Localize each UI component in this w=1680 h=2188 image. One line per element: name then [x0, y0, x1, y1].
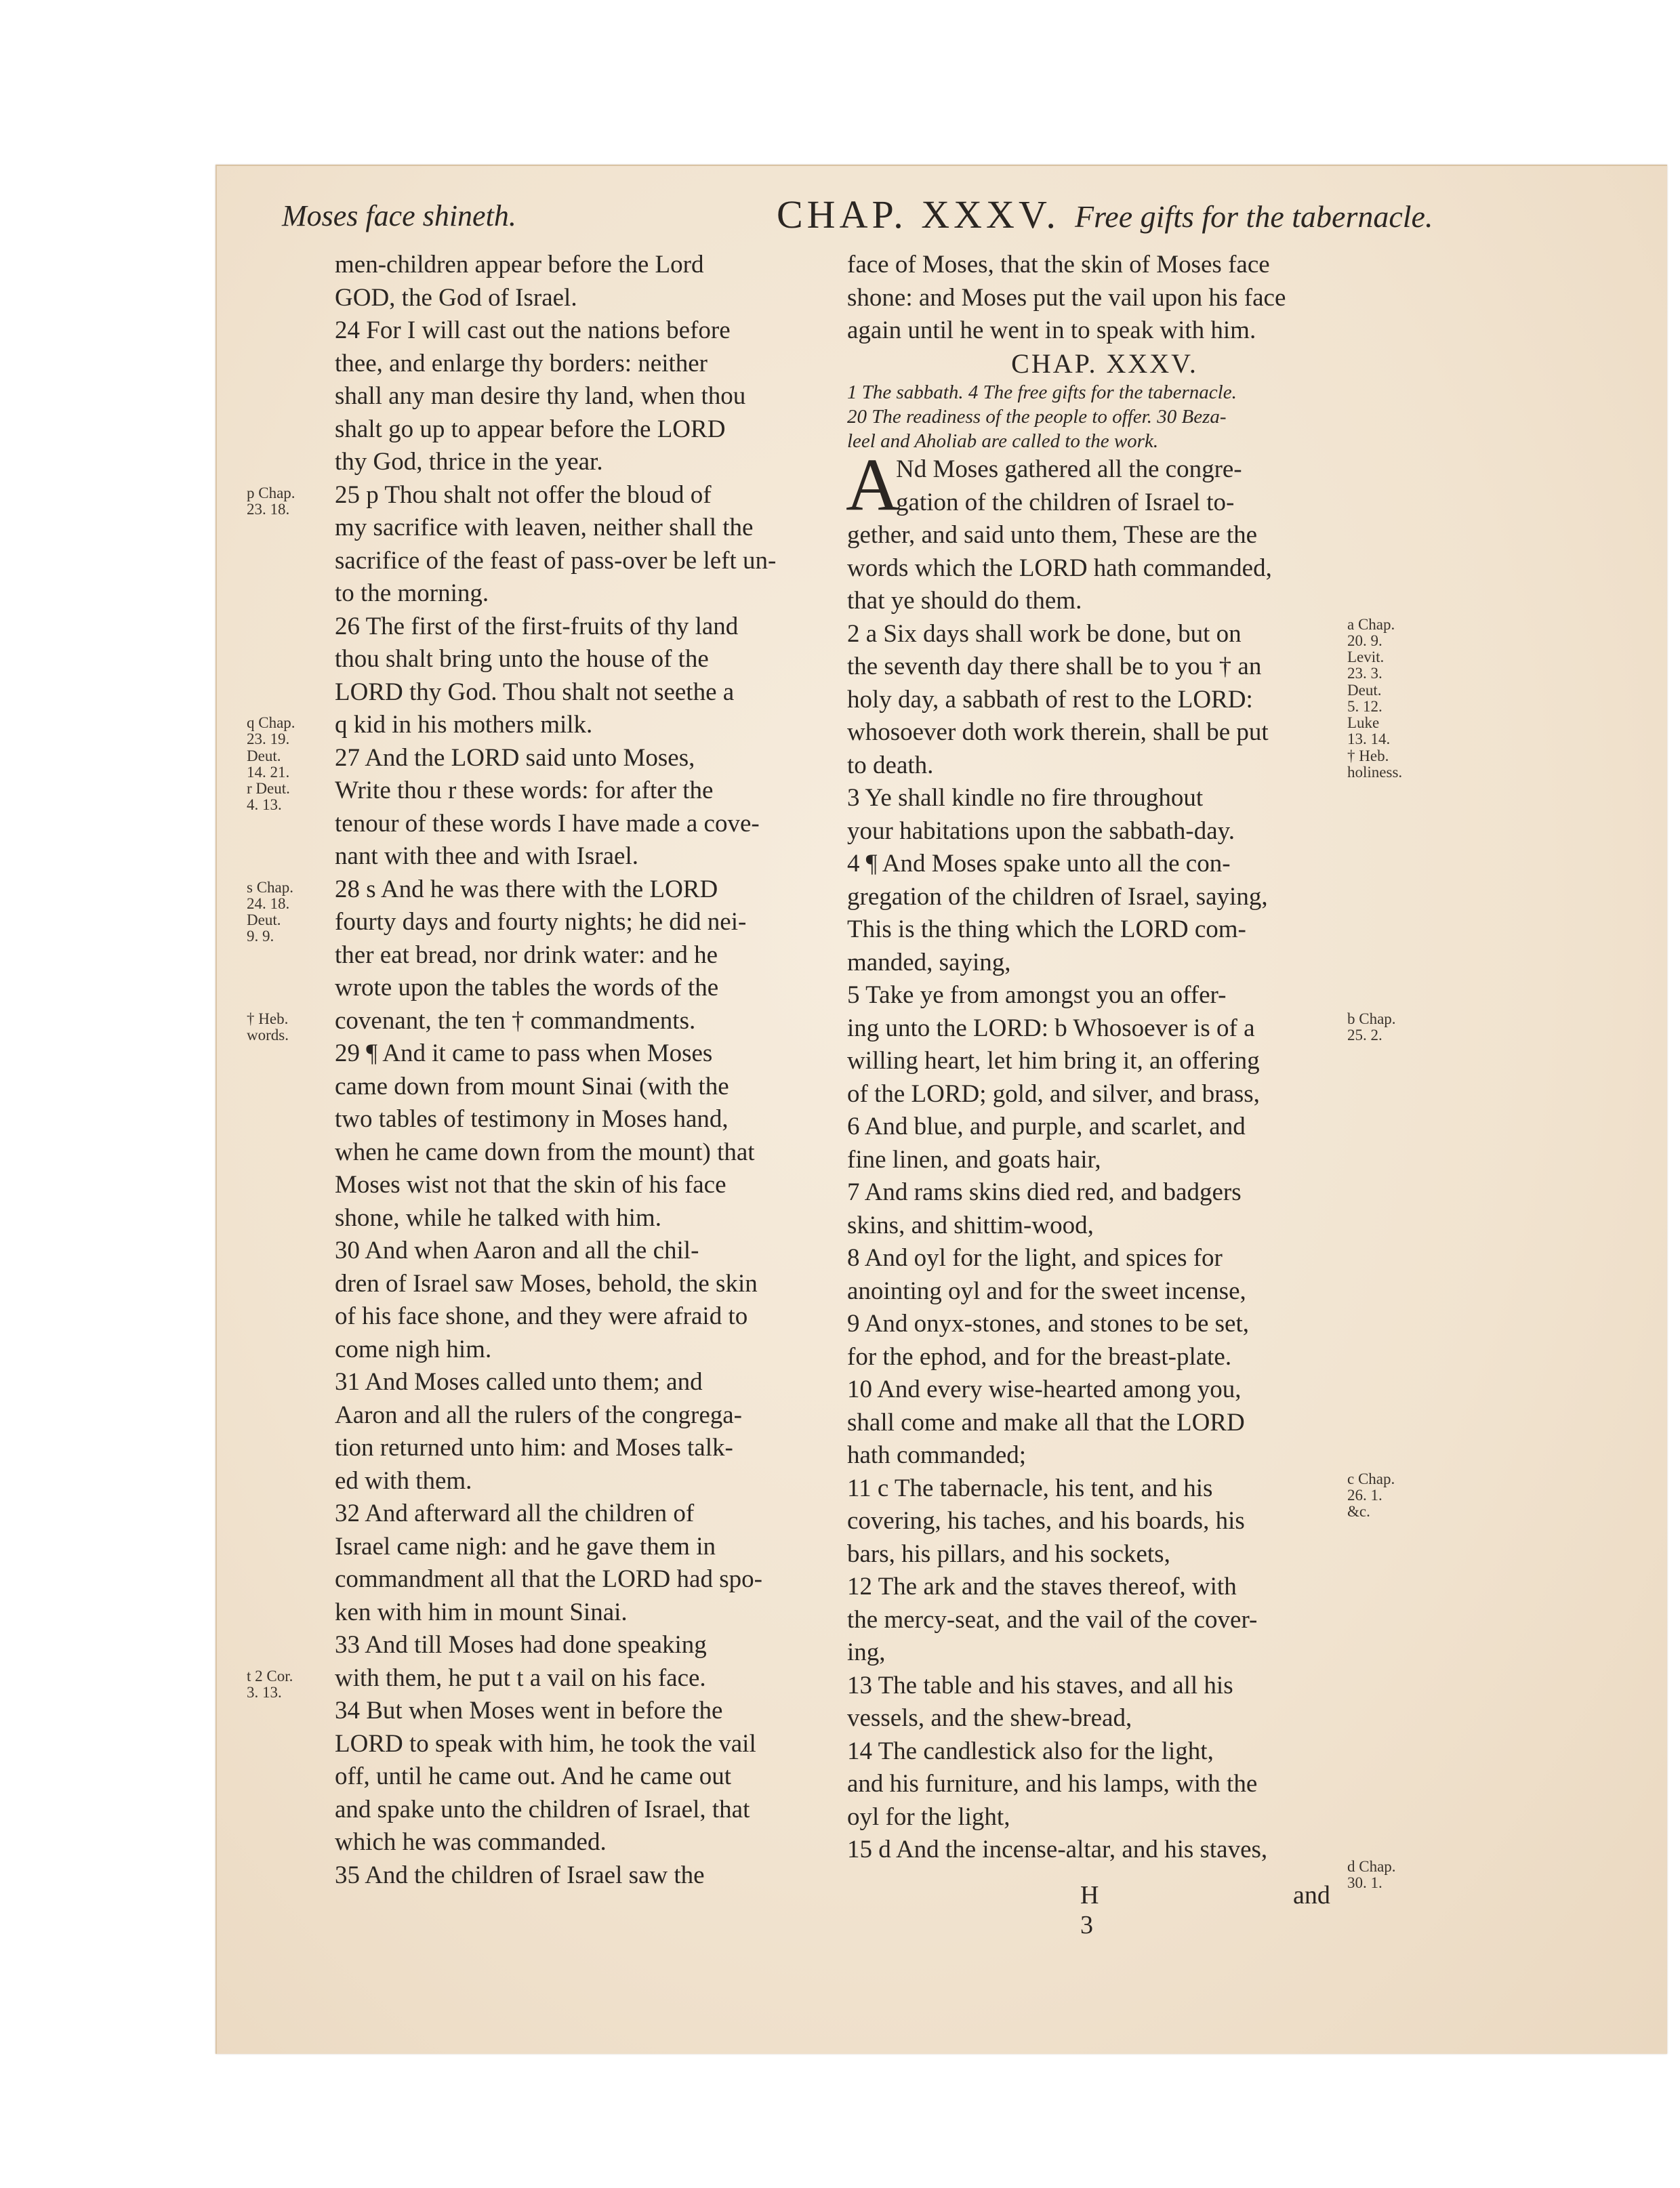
chapter-summary: [847, 380, 1362, 453]
text-line: willing heart, let him bring it, an offering: [847, 1047, 1260, 1075]
text-line: 11 c The tabernacle, his tent, and his: [847, 1474, 1213, 1502]
text-line: sacrifice of the feast of pass-over be left un-: [335, 546, 777, 575]
text-line: and spake unto the children of Israel, that: [335, 1795, 750, 1823]
margin-note: s Chap.: [247, 878, 293, 896]
text-line: 15 d And the incense-altar, and his staves,: [847, 1836, 1268, 1863]
margin-note: holiness.: [1347, 763, 1403, 781]
text-line: ken with him in mount Sinai.: [335, 1598, 628, 1626]
text-line: shall any man desire thy land, when thou: [335, 382, 746, 410]
text-line: 32 And afterward all the children of: [335, 1500, 695, 1527]
text-line: off, until he came out. And he came out: [335, 1762, 731, 1790]
text-line: 25 p Thou shalt not offer the bloud of: [335, 480, 712, 509]
margin-note: d Chap.: [1347, 1857, 1396, 1875]
signature-mark: H 3: [1080, 1881, 1099, 1939]
text-line: Write thou r these words: for after the: [335, 777, 714, 804]
text-line: q kid in his mothers milk.: [335, 711, 593, 739]
header-chapter-title: CHAP. XXXV.: [777, 192, 1060, 236]
margin-note: p Chap.: [247, 484, 295, 501]
text-line: covenant, the ten † commandments.: [335, 1006, 696, 1035]
text-line: of his face shone, and they were afraid to: [335, 1302, 748, 1330]
text-line: This is the thing which the LORD com-: [847, 915, 1246, 943]
text-line: commandment all that the LORD had spo-: [335, 1565, 762, 1593]
text-line: Israel came nigh: and he gave them in: [335, 1532, 716, 1561]
margin-note: Luke: [1347, 714, 1380, 731]
margin-note: Deut.: [1347, 681, 1382, 699]
margin-note: t 2 Cor.: [247, 1667, 293, 1685]
text-line: my sacrifice with leaven, neither shall the: [335, 514, 754, 541]
chapter-opening: [846, 443, 1362, 526]
text-line: 30 And when Aaron and all the chil-: [335, 1237, 699, 1264]
margin-note: 23. 3.: [1347, 665, 1382, 682]
text-line: 4 ¶ And Moses spake unto all the con-: [847, 850, 1231, 878]
text-line: 1 The sabbath. 4 The free gifts for the tabernacle.: [847, 381, 1237, 403]
text-line: thy God, thrice in the year.: [335, 448, 603, 476]
text-line: LORD thy God. Thou shalt not seethe a: [335, 678, 735, 706]
margin-note: 23. 19.: [247, 730, 290, 748]
text-line: wrote upon the tables the words of the: [335, 974, 719, 1002]
text-line: 27 And the LORD said unto Moses,: [335, 743, 695, 772]
text-line: 7 And rams skins died red, and badgers: [847, 1178, 1242, 1206]
text-line: 14 The candlestick also for the light,: [847, 1737, 1214, 1765]
margin-note: 5. 12.: [1347, 697, 1382, 715]
margin-note: words.: [247, 1026, 289, 1044]
text-line: two tables of testimony in Moses hand,: [335, 1105, 729, 1133]
text-line: tenour of these words I have made a cove-: [335, 809, 760, 838]
text-line: 13 The table and his staves, and all his: [847, 1671, 1233, 1699]
text-line: ther eat bread, nor drink water: and he: [335, 941, 718, 969]
header-left-title: Moses face shineth.: [282, 199, 516, 232]
margin-note: 25. 2.: [1347, 1026, 1382, 1044]
chapter-heading: CHAP. XXXV.: [1011, 348, 1198, 379]
margin-note: a Chap.: [1347, 615, 1395, 633]
margin-note: c Chap.: [1347, 1470, 1395, 1487]
text-line: 29 ¶ And it came to pass when Moses: [335, 1039, 713, 1067]
text-line: gether, and said unto them, These are the: [847, 521, 1258, 549]
text-line: 34 But when Moses went in before the: [335, 1697, 723, 1725]
margin-note: Deut.: [247, 747, 281, 764]
text-line: gregation of the children of Israel, saying,: [847, 882, 1268, 911]
right-text-column: [847, 249, 1362, 1867]
text-line: 35 And the children of Israel saw the: [335, 1861, 705, 1889]
text-line: men-children appear before the Lord: [335, 251, 704, 278]
text-line: anointing oyl and for the sweet incense,: [847, 1277, 1246, 1305]
text-line: 9 And onyx-stones, and stones to be set,: [847, 1310, 1249, 1338]
text-line: shone: and Moses put the vail upon his face: [847, 283, 1286, 312]
text-line: ed with them.: [335, 1466, 472, 1495]
text-line: 24 For I will cast out the nations before: [335, 316, 731, 344]
margin-note: &c.: [1347, 1503, 1370, 1520]
text-line: ing unto the LORD: b Whosoever is of a: [847, 1014, 1255, 1042]
text-line: 12 The ark and the staves thereof, with: [847, 1573, 1237, 1601]
text-line: 6 And blue, and purple, and scarlet, and: [847, 1113, 1246, 1140]
margin-note: q Chap.: [247, 714, 295, 731]
text-line: LORD to speak with him, he took the vail: [335, 1729, 756, 1758]
text-line: holy day, a sabbath of rest to the LORD:: [847, 685, 1253, 714]
text-line: covering, his taches, and his boards, his: [847, 1507, 1245, 1535]
text-line: GOD, the God of Israel.: [335, 283, 577, 312]
running-header: [282, 192, 1610, 246]
catchword: and: [1293, 1881, 1330, 1910]
margin-note: Levit.: [1347, 648, 1385, 665]
margin-note: 24. 18.: [247, 894, 290, 912]
book-page: [216, 165, 1667, 2054]
text-line: vessels, and the shew-bread,: [847, 1704, 1132, 1732]
text-line: fourty days and fourty nights; he did nei-: [335, 908, 747, 936]
margin-note: Deut.: [247, 911, 281, 928]
text-line: 26 The first of the first-fruits of thy land: [335, 612, 739, 640]
margin-note: 14. 21.: [247, 763, 290, 781]
margin-note: 13. 14.: [1347, 730, 1391, 748]
text-line: with them, he put t a vail on his face.: [335, 1664, 706, 1692]
margin-note: 20. 9.: [1347, 632, 1382, 649]
text-line: 5 Take ye from amongst you an offer-: [847, 981, 1227, 1009]
text-line: manded, saying,: [847, 948, 1011, 976]
margin-note: † Heb.: [1347, 747, 1389, 764]
margin-note: 30. 1.: [1347, 1874, 1382, 1892]
text-line: 33 And till Moses had done speaking: [335, 1631, 707, 1659]
text-line: of the LORD; gold, and silver, and brass,: [847, 1079, 1260, 1108]
text-line: words which the LORD hath commanded,: [847, 554, 1272, 582]
text-line: 2 a Six days shall work be done, but on: [847, 619, 1242, 648]
margin-note: 4. 13.: [247, 796, 282, 814]
text-line: to the morning.: [335, 579, 489, 607]
text-line: thou shalt bring unto the house of the: [335, 645, 709, 673]
text-line: ing,: [847, 1638, 886, 1666]
text-line: skins, and shittim-wood,: [847, 1211, 1094, 1239]
text-line: 3 Ye shall kindle no fire throughout: [847, 784, 1204, 812]
text-line: bars, his pillars, and his sockets,: [847, 1540, 1170, 1568]
text-line: dren of Israel saw Moses, behold, the skin: [335, 1269, 758, 1298]
margin-note: r Deut.: [247, 780, 290, 797]
text-line: Moses wist not that the skin of his face: [335, 1171, 726, 1199]
text-line: Nd Moses gathered all the congre-: [896, 455, 1242, 483]
text-line: oyl for the light,: [847, 1802, 1010, 1831]
text-line: Aaron and all the rulers of the congrega-: [335, 1401, 742, 1429]
text-line: gation of the children of Israel to-: [896, 488, 1235, 516]
drop-cap-letter: A: [846, 443, 900, 526]
text-line: for the ephod, and for the breast-plate.: [847, 1342, 1232, 1371]
text-line: fine linen, and goats hair,: [847, 1145, 1101, 1174]
text-line: whosoever doth work therein, shall be put: [847, 718, 1269, 746]
margin-note: † Heb.: [247, 1010, 289, 1027]
margin-note: 3. 13.: [247, 1683, 282, 1701]
text-line: when he came down from the mount) that: [335, 1138, 755, 1166]
text-line: came down from mount Sinai (with the: [335, 1072, 729, 1100]
margin-note: 26. 1.: [1347, 1486, 1382, 1504]
left-text-column: [335, 249, 823, 1892]
text-line: 28 s And he was there with the LORD: [335, 875, 718, 903]
margin-note: 9. 9.: [247, 928, 274, 945]
text-line: which he was commanded.: [335, 1828, 607, 1856]
text-line: thee, and enlarge thy borders: neither: [335, 349, 708, 377]
text-line: your habitations upon the sabbath-day.: [847, 817, 1235, 845]
text-line: 8 And oyl for the light, and spices for: [847, 1244, 1223, 1272]
text-line: the mercy-seat, and the vail of the cover-: [847, 1605, 1258, 1634]
text-line: hath commanded;: [847, 1441, 1027, 1469]
header-right-title: Free gifts for the tabernacle.: [1075, 199, 1433, 234]
text-line: shall come and make all that the LORD: [847, 1408, 1245, 1437]
text-line: 31 And Moses called unto them; and: [335, 1368, 703, 1396]
margin-note: b Chap.: [1347, 1010, 1396, 1027]
text-line: and his furniture, and his lamps, with the: [847, 1770, 1258, 1798]
text-line: 10 And every wise-hearted among you,: [847, 1376, 1242, 1403]
text-line: shalt go up to appear before the LORD: [335, 415, 726, 443]
text-line: that ye should do them.: [847, 587, 1082, 615]
text-line: leel and Aholiab are called to the work.: [847, 430, 1159, 452]
text-line: shone, while he talked with him.: [335, 1203, 661, 1232]
text-line: again until he went in to speak with him.: [847, 316, 1256, 344]
text-line: the seventh day there shall be to you † an: [847, 653, 1262, 680]
text-line: 20 The readiness of the people to offer. 30 Beza-: [847, 406, 1227, 428]
text-line: nant with thee and with Israel.: [335, 842, 638, 870]
text-line: tion returned unto him: and Moses talk-: [335, 1434, 733, 1462]
text-line: face of Moses, that the skin of Moses face: [847, 251, 1270, 278]
margin-note: 23. 18.: [247, 500, 290, 518]
text-line: come nigh him.: [335, 1335, 492, 1363]
text-line: to death.: [847, 751, 934, 779]
